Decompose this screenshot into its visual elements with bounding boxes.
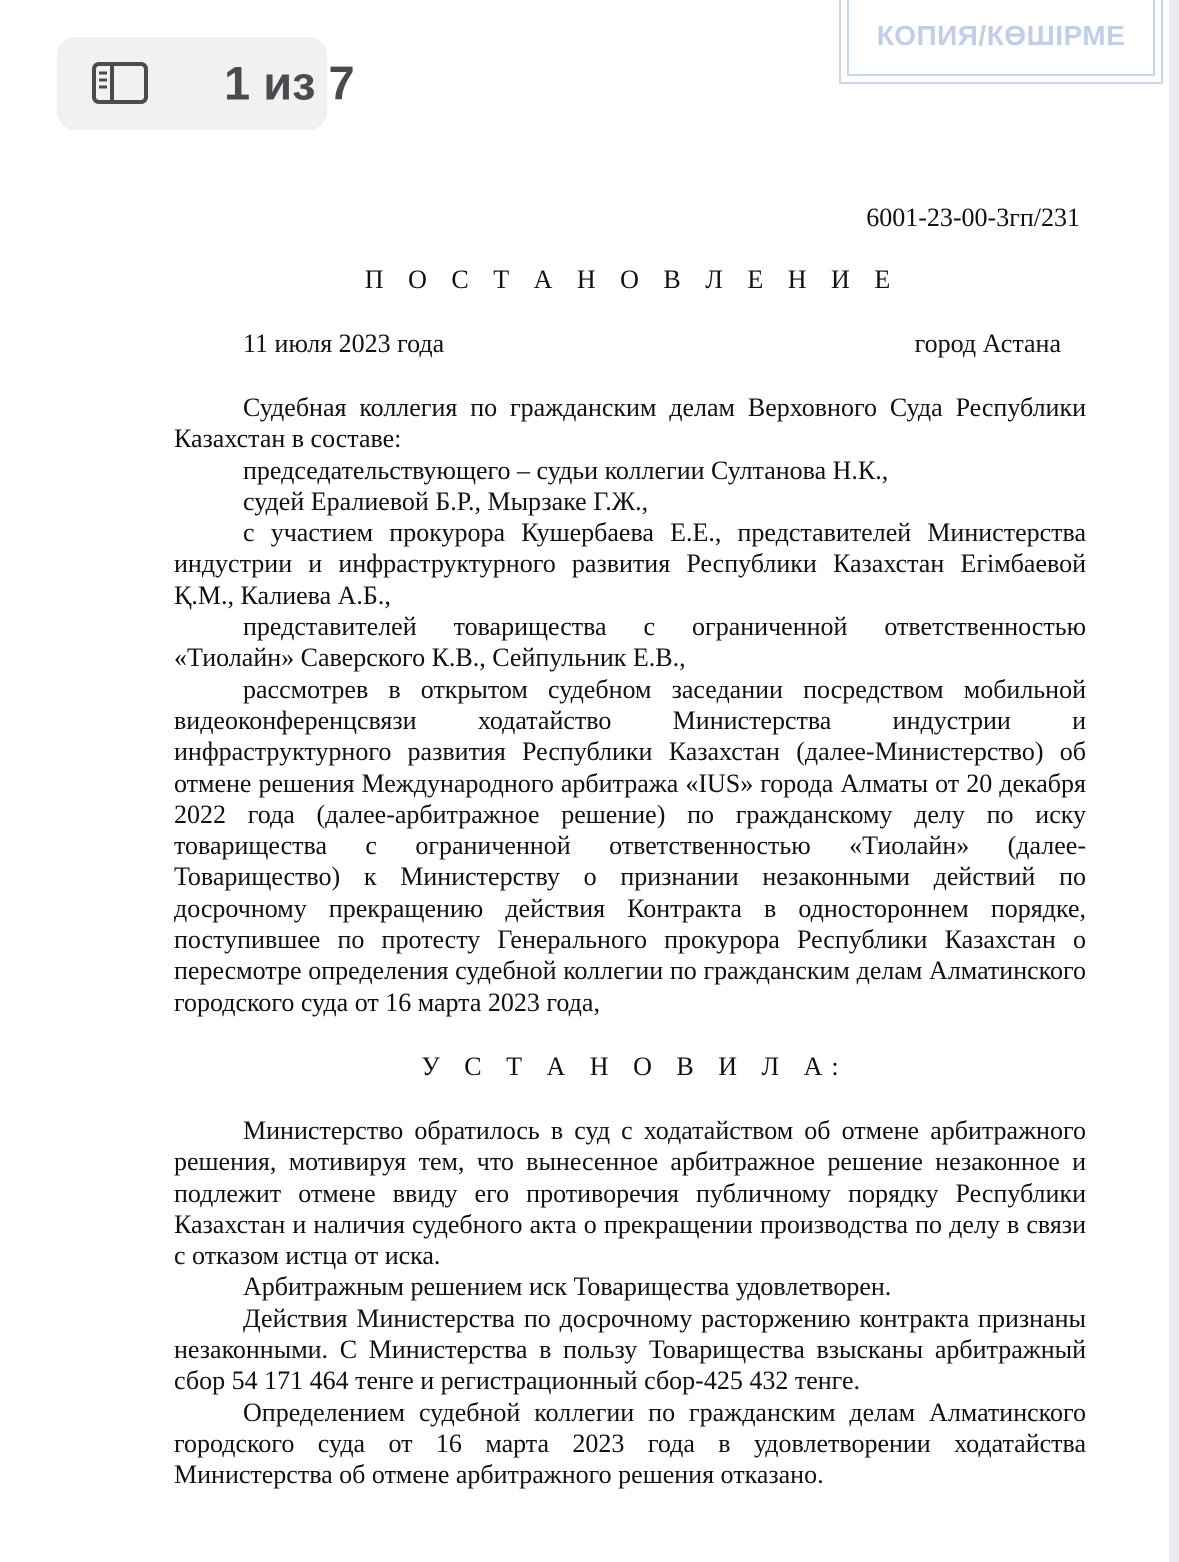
document-city: город Астана [914, 329, 1061, 358]
intro-paragraph: рассмотрев в открытом судебном заседании посредством мобильной видеоконференцсвязи ходатайство Министерства индустрии и инфраструктурного развития Республики Казахстан (далее-Министерство) об отмене решения Международного арбитража «IUS» города Алматы от 20 декабря 2022 года (далее-арбитражное решение) по гражданскому делу по иску товарищества с ограниченной ответственностью «Тиолайн» (далее-Товарищество) к Министерству о признании незаконными действий по досрочному прекращению действия Контракта в одностороннем порядке, поступившее по протесту Генерального прокурора Республики Казахстан о пересмотре определения судебной коллегии по гражданским делам Алматинского городского суда от 16 марта 2023 года, [174, 674, 1086, 1017]
intro-paragraph: представителей товарищества с ограниченной ответственностью «Тиолайн» Саверского К.В., Сейпульник Е.В., [174, 612, 1086, 673]
intro-section [174, 392, 1086, 1018]
findings-section [174, 1115, 1086, 1491]
copy-stamp [839, 0, 1163, 84]
case-number: 6001-23-00-3гп/231 [866, 203, 1080, 232]
page-counter: 1 из 7 [224, 55, 355, 109]
intro-paragraph: Судебная коллегия по гражданским делам Верховного Суда Республики Казахстан в составе: [174, 393, 1086, 454]
body-paragraph: Арбитражным решением иск Товарищества удовлетворен. [243, 1272, 892, 1302]
intro-paragraph: председательствующего – судьи коллегии Султанова Н.К., [243, 455, 889, 485]
sidebar-icon[interactable] [92, 62, 148, 104]
copy-stamp-text: КОПИЯ/КӨШІРМЕ [847, 0, 1155, 76]
intro-paragraph: судей Ералиевой Б.Р., Мырзаке Г.Ж., [243, 486, 649, 516]
page-edge [1169, 0, 1179, 1562]
page-indicator[interactable] [57, 37, 355, 130]
body-paragraph: Министерство обратилось в суд с ходатайством об отмене арбитражного решения, мотивируя тем, что вынесенное арбитражное решение незаконное и подлежит отмене ввиду его противоречия публичному порядку Республики Казахстан и наличия судебного акта о прекращении производства по делу в связи с отказом истца от иска. [174, 1116, 1086, 1271]
document-title: П О С Т А Н О В Л Е Н И Е [364, 265, 900, 294]
section-heading: У С Т А Н О В И Л А: [421, 1052, 848, 1081]
body-paragraph: Действия Министерства по досрочному расторжению контракта признаны незаконными. С Министерства в пользу Товарищества взысканы арбитражный сбор 54 171 464 тенге и регистрационный сбор-425 432 тенге. [174, 1303, 1086, 1396]
document-date: 11 июля 2023 года [243, 329, 445, 358]
intro-paragraph: с участием прокурора Кушербаева Е.Е., представителей Министерства индустрии и инфраструктурного развития Республики Казахстан Егімбаевой Қ.М., Калиева А.Б., [174, 518, 1086, 610]
body-paragraph: Определением судебной коллегии по гражданским делам Алматинского городского суда от 16 марта 2023 года в удовлетворении ходатайства Министерства об отмене арбитражного решения отказано. [174, 1397, 1086, 1490]
